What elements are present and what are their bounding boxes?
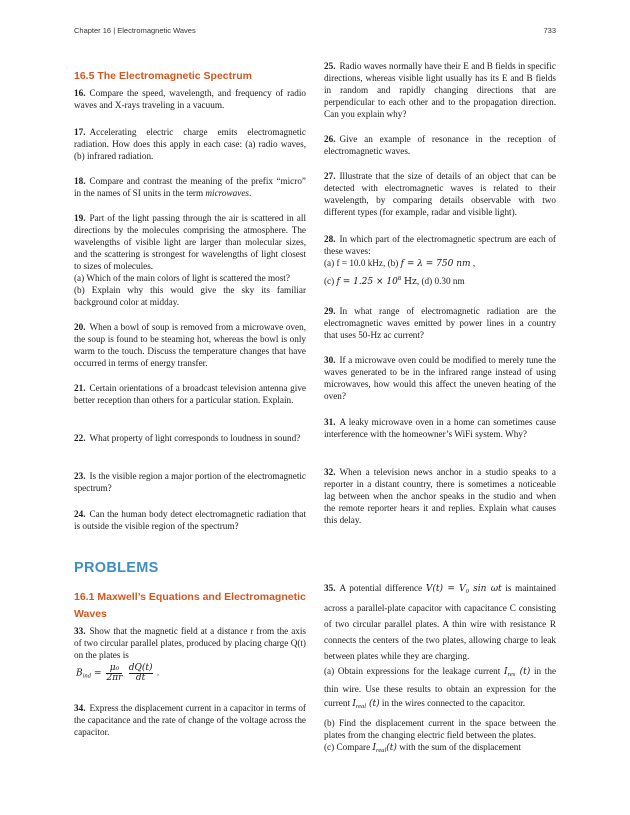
question-23: 23. Is the visible region a major portion of the electromagnetic spectrum? — [74, 471, 306, 493]
question-21: 21. Certain orientations of a broadcast television antenna give better reception than others for a particular station. Explain. — [74, 383, 306, 405]
question-27: 27. Illustrate that the size of details of an object that can be detected with electromagnetic waves is related to their wavelength, by comparing details observable with two different types (for example, radar and visible light). — [324, 171, 556, 217]
page-number: 733 — [543, 26, 556, 35]
question-22: 22. What property of light corresponds to loudness in sound? — [74, 433, 301, 443]
section-title-16-5: 16.5 The Electromagnetic Spectrum — [74, 70, 252, 82]
section-title-16-1: 16.1 Maxwell’s Equations and Electromagnetic Waves — [74, 591, 306, 620]
question-25: 25. Radio waves normally have their E and B fields in specific directions, whereas visible light usually has its E and B fields in random and rapidly changing directions that are perpendicular to each other and to the propagation direction. Can you explain why? — [324, 61, 556, 119]
problem-33: 33. Show that the magnetic field at a distance r from the axis of two circular parallel plates, produced by placing charge Q(t) on the plates is $B_{ind}$ = $\frac{\text{μ₀}}{2\pi r}$ $\frac{dQ(t)}{dt}$ . — [74, 626, 306, 683]
problem-35: 35. A potential difference $V(t) = V_0$ sin ωt is maintained across a parallel-plate capacitor with capacitance C consisting of two circular parallel plates. A thin wire with resistance R connects the centers of the two plates, allowing charge to leak between plates while they are charging. (a) Obtain expressions for the leakage current $I_{res}$ (t) in the thin wire. Use these results to obtain an expression for the current $I_{real}$ (t) in the wires connected to the capacitor. (b) Find the displacement current in the space between the plates from the changing electric field between the plates. (c) Compare $I_{real}(t)$ with the sum of the displacement — [324, 583, 557, 754]
question-17: 17. Accelerating electric charge emits electromagnetic radiation. How does this apply in each case: (a) radio waves, (b) infrared radiation. — [74, 127, 306, 161]
question-16: 16. Compare the speed, wavelength, and frequency of radio waves and X-rays traveling in a vacuum. — [74, 88, 306, 110]
question-31: 31. A leaky microwave oven in a home can sometimes cause interference with the homeowner’s WiFi system. Why? — [324, 417, 556, 439]
question-29: 29. In what range of electromagnetic radiation are the electromagnetic waves emitted by power lines in a country that uses 50-Hz ac current? — [324, 306, 556, 340]
question-20: 20. When a bowl of soup is removed from a microwave oven, the soup is found to be steaming hot, whereas the bowl is only warm to the touch. Discuss the temperature changes that have occurred in terms of energy transfer. — [74, 322, 306, 368]
question-30: 30. If a microwave oven could be modified to merely tune the waves generated to be in the infrared range instead of using microwaves, how would this affect the uneven heating of the oven? — [324, 355, 556, 401]
question-24: 24. Can the human body detect electromagnetic radiation that is outside the visible region of the spectrum? — [74, 509, 306, 531]
question-28: 28. In which part of the electromagnetic spectrum are each of these waves: (a) f = 10.0 kHz, (b) f = λ = 750 nm , (c) $f = 1.25 \times 10^8$ Hz, (d) 0.30 nm — [324, 234, 556, 287]
question-18: 18. Compare and contrast the meaning of the prefix “micro” in the names of SI units in the term microwaves. — [74, 176, 306, 198]
problem-34: 34. Express the displacement current in a capacitor in terms of the capacitance and the rate of change of the voltage across the capacitor. — [74, 703, 306, 737]
question-26: 26. Give an example of resonance in the reception of electromagnetic waves. — [324, 134, 556, 156]
page-header — [74, 26, 556, 38]
problems-heading: PROBLEMS — [74, 560, 159, 576]
chapter-title: Chapter 16 | Electromagnetic Waves — [74, 26, 196, 35]
equation-33: $B_{ind}$ = $\frac{\text{μ₀}}{2\pi r}$ $\frac{dQ(t)}{dt}$ . — [76, 663, 160, 683]
question-19: 19. Part of the light passing through the air is scattered in all directions by the molecules comprising the atmosphere. The wavelengths of visible light are larger than molecular sizes, and the scattering is strongest for wavelengths of light closest to sizes of molecules. (a) Which of the main colors of light is scattered the most? (b) Explain why this would give the sky its familiar background color at midday. — [74, 213, 306, 307]
question-32: 32. When a television news anchor in a studio speaks to a reporter in a distant country, there is sometimes a noticeable lag between when the anchor speaks in the studio and when the remote reporter hears it and replies. Explain what causes this delay. — [324, 467, 556, 525]
